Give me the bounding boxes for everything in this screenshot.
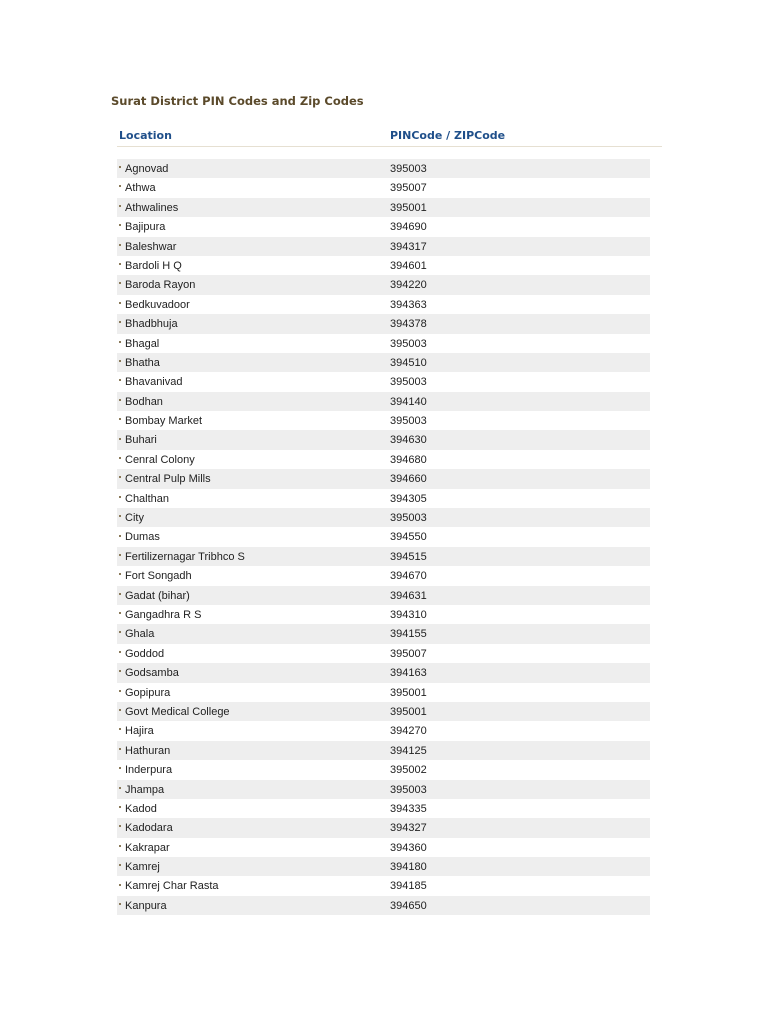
- table-row: [117, 508, 650, 527]
- location-name: City: [125, 512, 144, 525]
- table-row: [117, 644, 650, 663]
- pincode-cell: 394327: [390, 822, 427, 835]
- bullet-icon: [119, 379, 121, 381]
- location-name: Bombay Market: [125, 415, 203, 428]
- location-cell: [119, 784, 164, 796]
- pincode-cell: 395007: [390, 182, 427, 195]
- table-row: [117, 527, 650, 546]
- pincode-cell: 395001: [390, 705, 427, 718]
- location-cell: [119, 221, 165, 233]
- pincode-cell: 394360: [390, 841, 427, 854]
- bullet-icon: [119, 360, 121, 362]
- location-cell: [119, 531, 160, 543]
- location-cell: [119, 357, 160, 369]
- table-row: [117, 178, 650, 197]
- pincode-cell: 395003: [390, 512, 427, 525]
- bullet-icon: [119, 438, 121, 440]
- bullet-icon: [119, 806, 121, 808]
- bullet-icon: [119, 282, 121, 284]
- pincode-cell: 394163: [390, 667, 427, 680]
- location-name: Bajipura: [125, 221, 166, 234]
- location-cell: [119, 861, 160, 873]
- column-header-location: Location: [119, 129, 172, 142]
- pincode-cell: 394220: [390, 279, 427, 292]
- table-row: [117, 780, 650, 799]
- bullet-icon: [119, 670, 121, 672]
- location-name: Chalthan: [125, 492, 170, 505]
- bullet-icon: [119, 244, 121, 246]
- bullet-icon: [119, 476, 121, 478]
- location-name: Baleshwar: [125, 240, 177, 253]
- table-row: [117, 217, 650, 236]
- location-cell: [119, 609, 201, 621]
- location-cell: [119, 590, 190, 602]
- table-row: [117, 489, 650, 508]
- pincode-cell: 394550: [390, 531, 427, 544]
- location-name: Bedkuvadoor: [125, 298, 190, 311]
- table-row: [117, 896, 650, 915]
- bullet-icon: [119, 321, 121, 323]
- bullet-icon: [119, 593, 121, 595]
- bullet-icon: [119, 884, 121, 886]
- table-row: [117, 450, 650, 469]
- location-name: Jhampa: [125, 783, 165, 796]
- pincode-cell: 395003: [390, 337, 427, 350]
- bullet-icon: [119, 263, 121, 265]
- bullet-icon: [119, 787, 121, 789]
- location-name: Athwalines: [125, 201, 179, 214]
- location-name: Cenral Colony: [125, 453, 195, 466]
- pincode-cell: 394363: [390, 298, 427, 311]
- location-name: Kamrej Char Rasta: [125, 880, 219, 893]
- pincode-cell: 394630: [390, 434, 427, 447]
- table-row: [117, 392, 650, 411]
- pincode-cell: 395003: [390, 163, 427, 175]
- location-cell: [119, 764, 172, 776]
- pincode-cell: 394515: [390, 550, 427, 563]
- location-name: Athwa: [125, 182, 156, 195]
- pincode-cell: 395002: [390, 764, 427, 777]
- location-cell: [119, 687, 170, 699]
- table-row: [117, 198, 650, 217]
- bullet-icon: [119, 748, 121, 750]
- location-cell: [119, 163, 168, 175]
- pincode-cell: 395001: [390, 686, 427, 699]
- location-cell: [119, 880, 219, 892]
- bullet-icon: [119, 825, 121, 827]
- table-row: [117, 702, 650, 721]
- location-cell: [119, 822, 173, 834]
- location-cell: [119, 415, 202, 427]
- location-cell: [119, 570, 192, 582]
- pincode-cell: 394270: [390, 725, 427, 738]
- location-name: Buhari: [125, 434, 157, 447]
- pincode-cell: 394305: [390, 492, 427, 505]
- location-name: Govt Medical College: [125, 705, 230, 718]
- bullet-icon: [119, 631, 121, 633]
- location-cell: [119, 900, 167, 912]
- location-cell: [119, 454, 195, 466]
- bullet-icon: [119, 166, 121, 168]
- location-name: Hajira: [125, 725, 154, 738]
- bullet-icon: [119, 690, 121, 692]
- bullet-icon: [119, 767, 121, 769]
- location-name: Central Pulp Mills: [125, 473, 211, 486]
- table-body: [117, 159, 650, 915]
- location-cell: [119, 182, 156, 194]
- location-cell: [119, 745, 170, 757]
- location-name: Bardoli H Q: [125, 259, 182, 272]
- location-name: Bhatha: [125, 356, 160, 369]
- location-cell: [119, 842, 170, 854]
- table-row: [117, 818, 650, 837]
- location-cell: [119, 279, 195, 291]
- bullet-icon: [119, 651, 121, 653]
- location-name: Bhavanivad: [125, 376, 183, 389]
- location-name: Inderpura: [125, 764, 173, 777]
- table-row: [117, 876, 650, 895]
- location-name: Kanpura: [125, 899, 167, 912]
- location-cell: [119, 803, 157, 815]
- table-header: [117, 124, 662, 147]
- pincode-table: [117, 124, 662, 912]
- bullet-icon: [119, 864, 121, 866]
- table-row: [117, 295, 650, 314]
- location-cell: [119, 376, 183, 388]
- bullet-icon: [119, 341, 121, 343]
- location-cell: [119, 628, 154, 640]
- location-name: Bhadbhuja: [125, 318, 178, 331]
- pincode-cell: 394510: [390, 356, 427, 369]
- location-name: Fort Songadh: [125, 570, 192, 583]
- table-row: [117, 741, 650, 760]
- pincode-cell: 394680: [390, 453, 427, 466]
- bullet-icon: [119, 515, 121, 517]
- table-row: [117, 683, 650, 702]
- table-row: [117, 159, 650, 178]
- pincode-cell: 394180: [390, 861, 427, 874]
- pincode-cell: 394670: [390, 570, 427, 583]
- table-row: [117, 586, 650, 605]
- location-cell: [119, 725, 154, 737]
- pincode-cell: 394690: [390, 221, 427, 234]
- bullet-icon: [119, 573, 121, 575]
- location-cell: [119, 512, 144, 524]
- pincode-cell: 395003: [390, 783, 427, 796]
- location-name: Gangadhra R S: [125, 608, 202, 621]
- pincode-cell: 394601: [390, 259, 427, 272]
- table-row: [117, 566, 650, 585]
- location-name: Agnovad: [125, 163, 169, 175]
- bullet-icon: [119, 554, 121, 556]
- pincode-cell: 394140: [390, 395, 427, 408]
- table-row: [117, 624, 650, 643]
- location-cell: [119, 434, 157, 446]
- table-row: [117, 372, 650, 391]
- table-row: [117, 430, 650, 449]
- table-row: [117, 663, 650, 682]
- pincode-cell: 394317: [390, 240, 427, 253]
- location-cell: [119, 473, 211, 485]
- bullet-icon: [119, 205, 121, 207]
- location-name: Ghala: [125, 628, 155, 641]
- page-title: Surat District PIN Codes and Zip Codes: [111, 94, 364, 108]
- bullet-icon: [119, 399, 121, 401]
- pincode-cell: 395003: [390, 415, 427, 428]
- location-cell: [119, 493, 169, 505]
- column-header-pincode: PINCode / ZIPCode: [390, 129, 506, 142]
- location-cell: [119, 551, 245, 563]
- bullet-icon: [119, 496, 121, 498]
- location-cell: [119, 706, 230, 718]
- pincode-cell: 394185: [390, 880, 427, 893]
- location-name: Kamrej: [125, 861, 160, 874]
- table-row: [117, 411, 650, 430]
- pincode-cell: 394125: [390, 744, 427, 757]
- location-cell: [119, 338, 159, 350]
- table-row: [117, 256, 650, 275]
- table-row: [117, 547, 650, 566]
- pincode-cell: 395001: [390, 201, 427, 214]
- location-cell: [119, 667, 179, 679]
- bullet-icon: [119, 224, 121, 226]
- bullet-icon: [119, 903, 121, 905]
- pincode-cell: 394378: [390, 318, 427, 331]
- pincode-cell: 394335: [390, 802, 427, 815]
- bullet-icon: [119, 709, 121, 711]
- location-cell: [119, 299, 190, 311]
- table-row: [117, 857, 650, 876]
- location-name: Goddod: [125, 647, 165, 660]
- pincode-cell: 395007: [390, 647, 427, 660]
- table-row: [117, 469, 650, 488]
- bullet-icon: [119, 728, 121, 730]
- location-name: Godsamba: [125, 667, 179, 680]
- location-name: Gopipura: [125, 686, 171, 699]
- location-name: Kadod: [125, 802, 157, 815]
- location-name: Bodhan: [125, 395, 163, 408]
- bullet-icon: [119, 185, 121, 187]
- bullet-icon: [119, 457, 121, 459]
- table-row: [117, 237, 650, 256]
- location-name: Dumas: [125, 531, 160, 544]
- table-row: [117, 314, 650, 333]
- pincode-cell: 395003: [390, 376, 427, 389]
- location-cell: [119, 260, 182, 272]
- bullet-icon: [119, 302, 121, 304]
- bullet-icon: [119, 535, 121, 537]
- location-cell: [119, 241, 176, 253]
- location-name: Hathuran: [125, 744, 171, 757]
- location-name: Kadodara: [125, 822, 173, 835]
- location-cell: [119, 318, 178, 330]
- bullet-icon: [119, 845, 121, 847]
- table-row: [117, 799, 650, 818]
- location-cell: [119, 202, 178, 214]
- table-row: [117, 605, 650, 624]
- pincode-cell: 394155: [390, 628, 427, 641]
- location-name: Fertilizernagar Tribhco S: [125, 550, 245, 563]
- table-row: [117, 334, 650, 353]
- bullet-icon: [119, 612, 121, 614]
- table-row: [117, 760, 650, 779]
- pincode-cell: 394650: [390, 899, 427, 912]
- location-cell: [119, 396, 163, 408]
- table-row: [117, 721, 650, 740]
- table-row: [117, 838, 650, 857]
- pincode-cell: 394310: [390, 608, 427, 621]
- location-name: Kakrapar: [125, 841, 170, 854]
- location-name: Bhagal: [125, 337, 160, 350]
- pincode-cell: 394631: [390, 589, 427, 602]
- location-name: Baroda Rayon: [125, 279, 196, 292]
- table-row: [117, 353, 650, 372]
- location-cell: [119, 648, 164, 660]
- location-name: Gadat (bihar): [125, 589, 190, 602]
- table-row: [117, 275, 650, 294]
- bullet-icon: [119, 418, 121, 420]
- pincode-cell: 394660: [390, 473, 427, 486]
